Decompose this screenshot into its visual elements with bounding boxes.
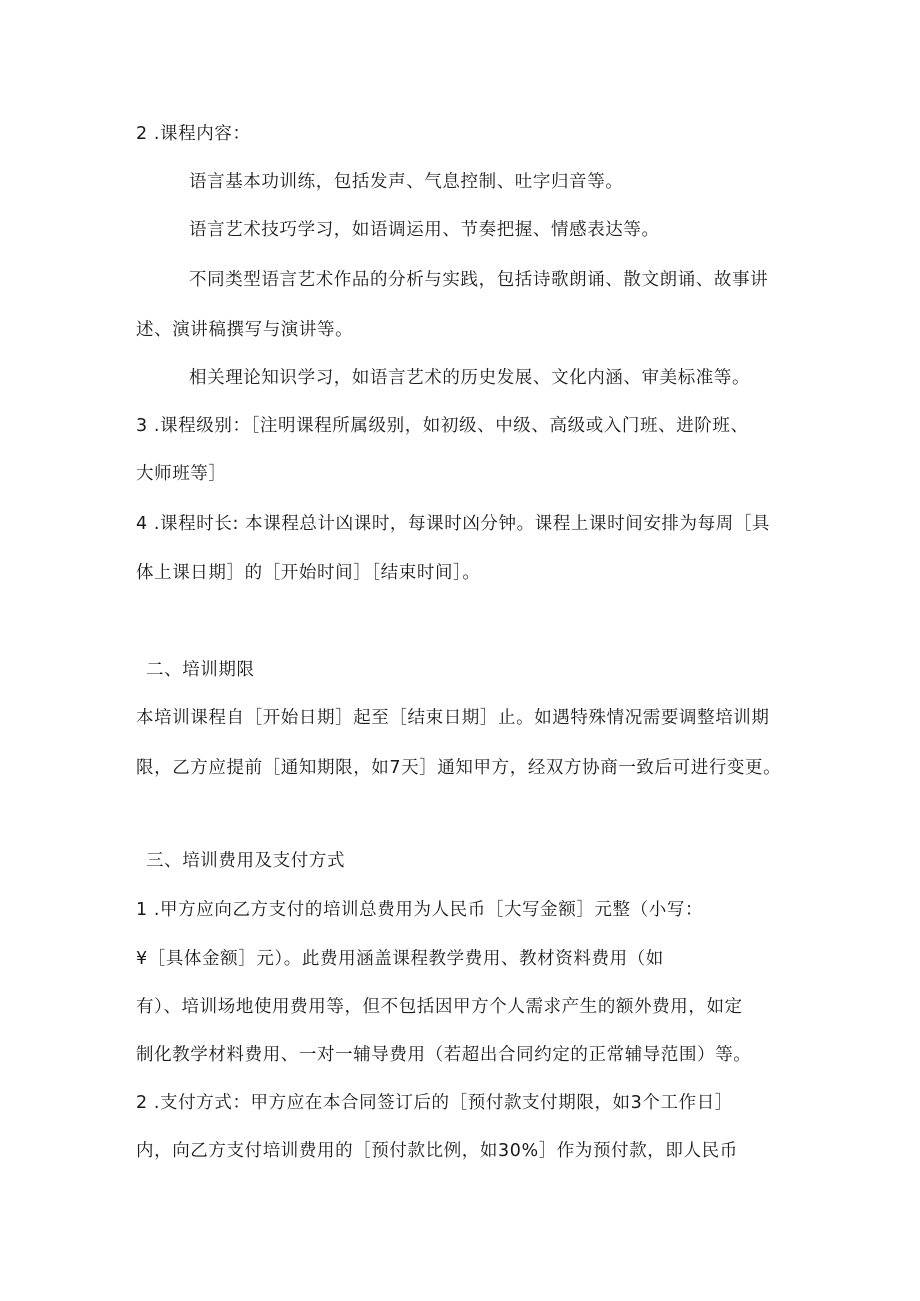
- item2-paragraph-3-line1: 不同类型语言艺术作品的分析与实践，包括诗歌朗诵、散文朗诵、故事讲: [189, 270, 769, 290]
- item4-line1: 4 .课程时长: 本课程总计凶课时，每课时凶分钟。课程上课时间安排为每周［具: [136, 514, 771, 534]
- item2-paragraph-2: 语言艺术技巧学习，如语调运用、节奏把握、情感表达等。: [189, 220, 660, 240]
- section3-heading: 三、培训费用及支付方式: [146, 851, 346, 871]
- item3-line1: 3 .课程级别：［注明课程所属级别，如初级、中级、高级或入门班、进阶班、: [136, 416, 749, 436]
- section3-item1-line2: ¥［具体金额］元）。此费用涵盖课程教学费用、教材资料费用（如: [136, 949, 664, 969]
- section3-item2-line1: 2 .支付方式：甲方应在本合同签订后的［预付款支付期限，如3个工作日］: [136, 1093, 733, 1113]
- item3-line2: 大师班等］: [136, 464, 227, 484]
- section3-item1-line1: 1 .甲方应向乙方支付的培训总费用为人民币［大写金额］元整（小写：: [136, 900, 704, 920]
- section3-item1-line4: 制化教学材料费用、一对一辅导费用（若超出合同约定的正常辅导范围）等。: [136, 1045, 752, 1065]
- section2-heading: 二、培训期限: [146, 660, 255, 680]
- item2-paragraph-4: 相关理论知识学习，如语言艺术的历史发展、文化内涵、审美标准等。: [189, 368, 751, 388]
- item2-heading: 2 .课程内容：: [136, 124, 251, 144]
- section2-line2: 限，乙方应提前［通知期限，如7天］通知甲方，经双方协商一致后可进行变更。: [136, 758, 782, 778]
- item2-paragraph-3-line2: 述、演讲稿撰写与演讲等。: [136, 320, 354, 340]
- section3-item1-line3: 有）、培训场地使用费用等，但不包括因甲方个人需求产生的额外费用，如定: [136, 997, 743, 1017]
- section3-item2-line2: 内，向乙方支付培训费用的［预付款比例，如30%］作为预付款，即人民币: [136, 1141, 738, 1161]
- section2-line1: 本培训课程自［开始日期］起至［结束日期］止。如遇特殊情况需要调整培训期: [136, 708, 770, 728]
- item4-line2: 体上课日期］的［开始时间］［结束时间］。: [136, 563, 481, 583]
- item2-paragraph-1: 语言基本功训练，包括发声、气息控制、吐字归音等。: [189, 172, 624, 192]
